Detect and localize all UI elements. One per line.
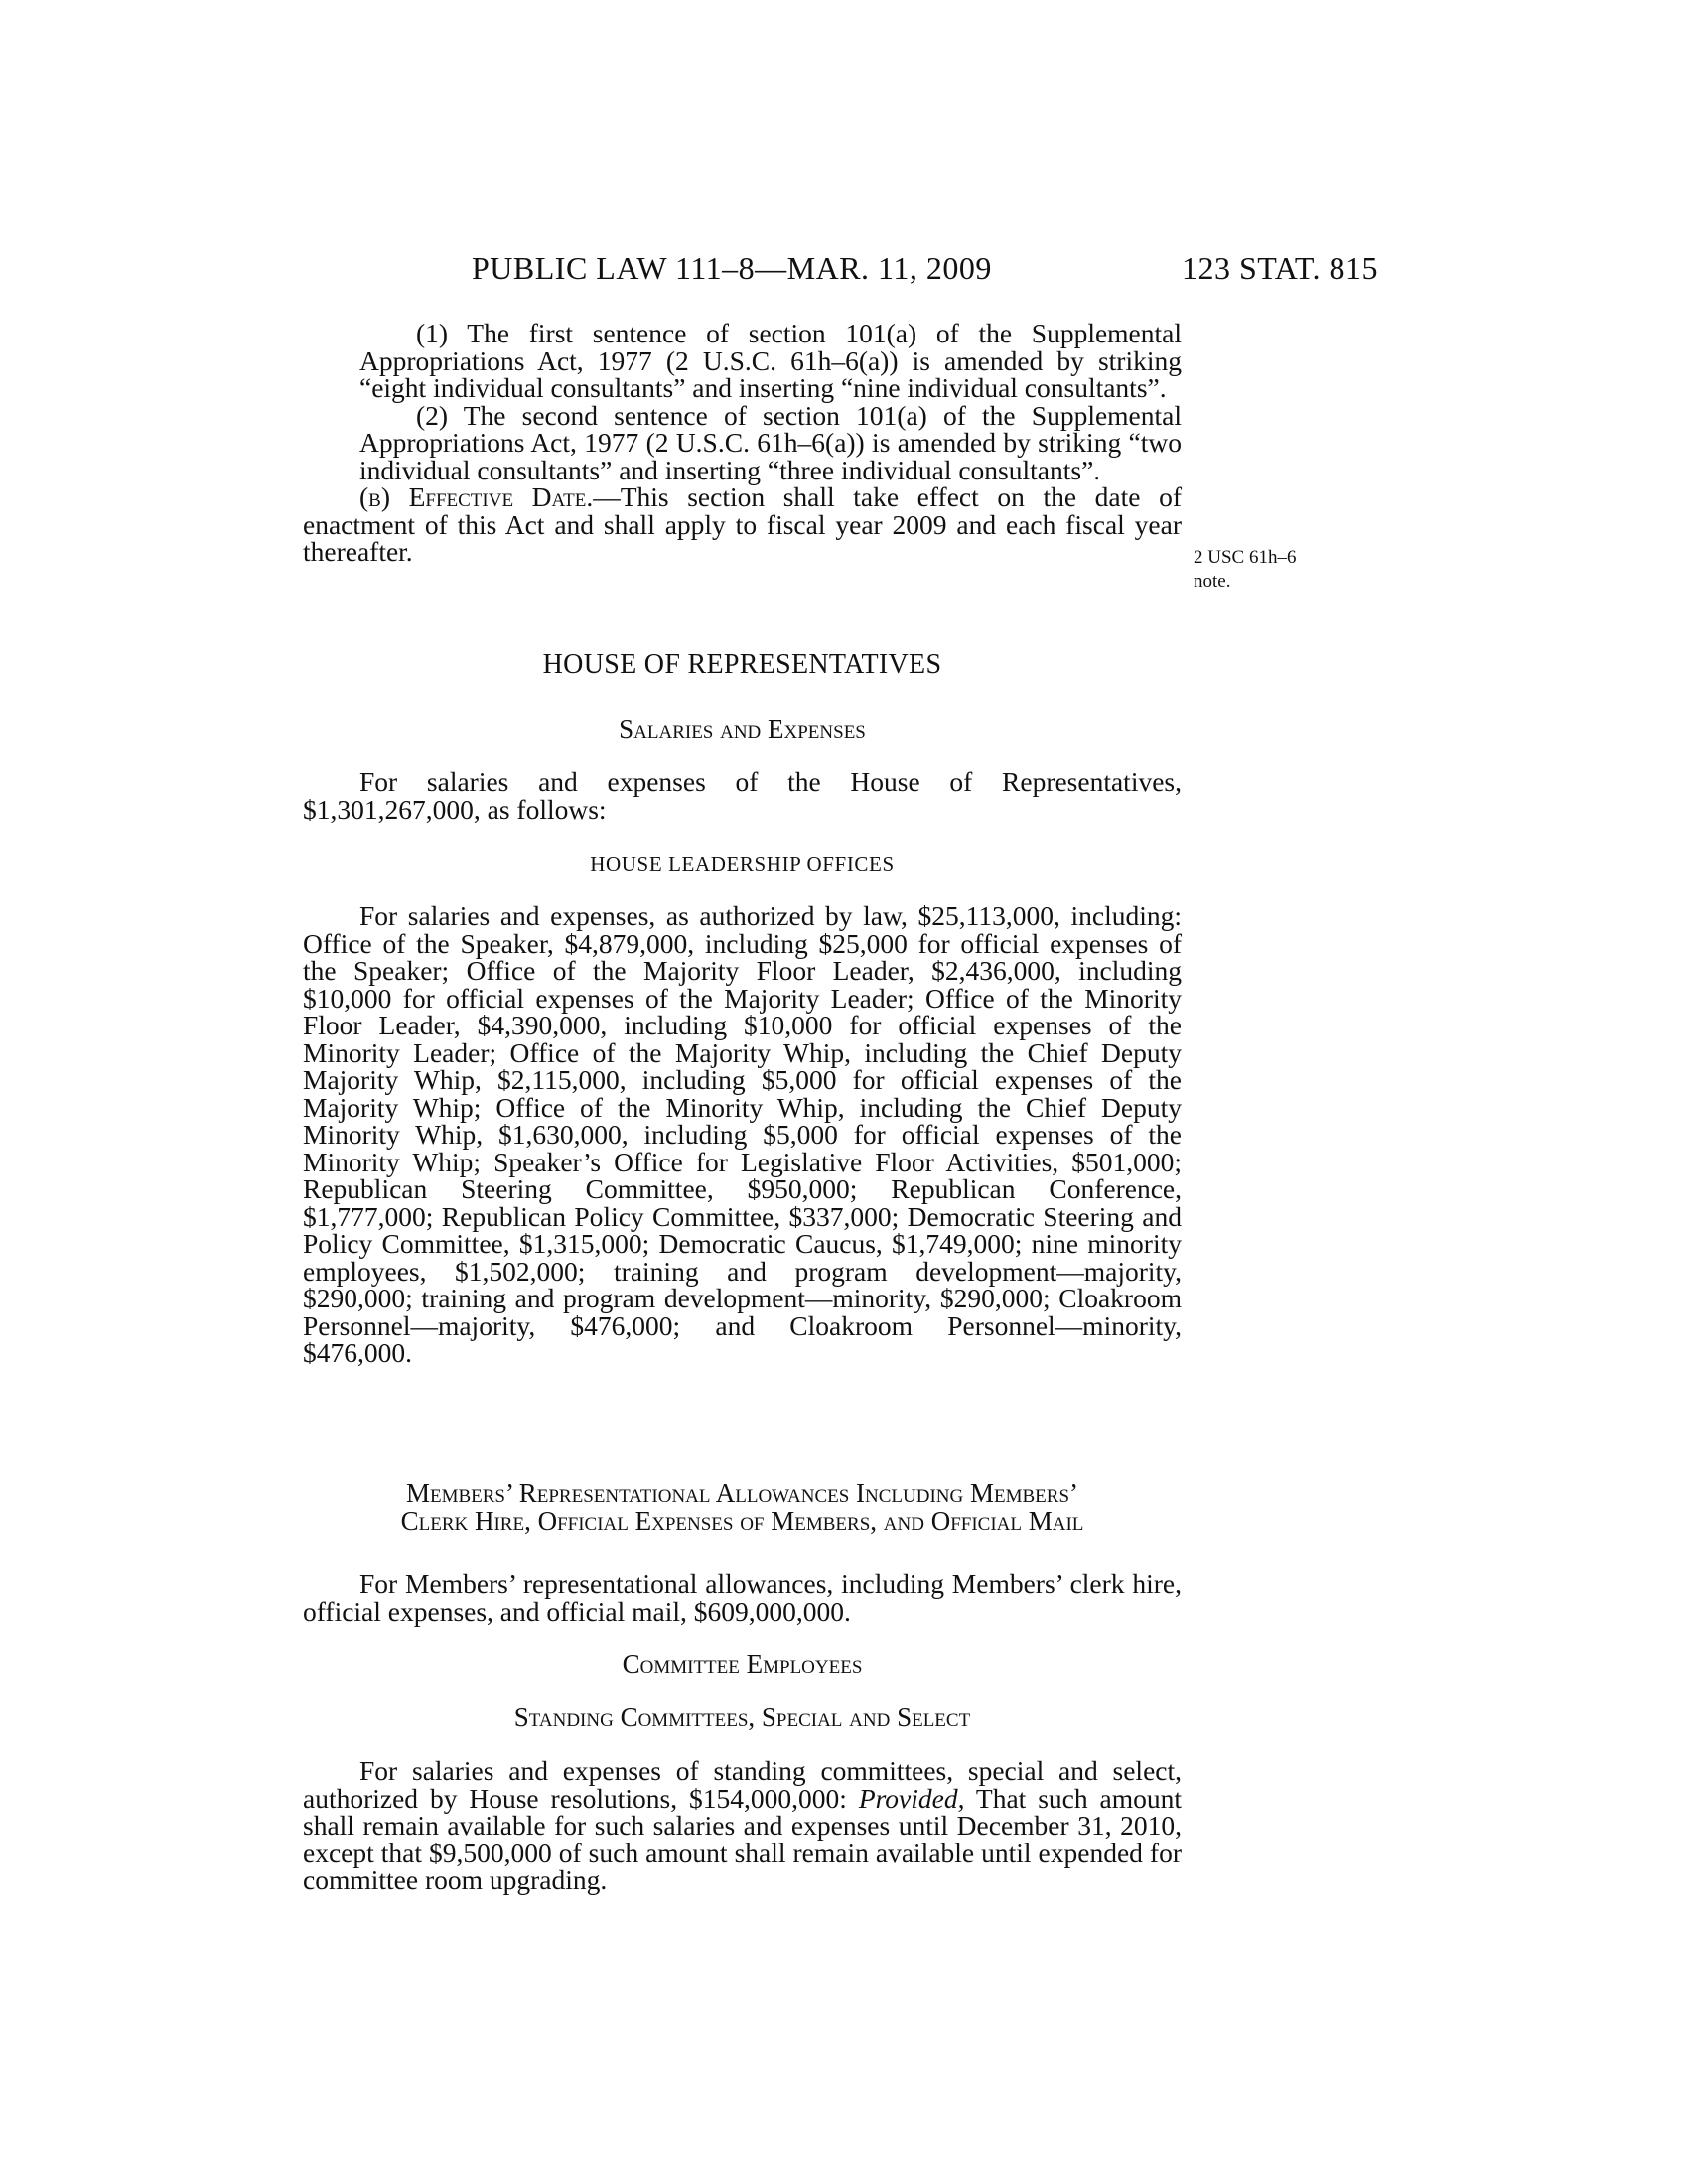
- paragraph-members: For Members’ representational allowances, including Members’ clerk hire, official expenses, and official mail, $609,000,000.: [303, 1569, 1182, 1627]
- salaries-heading-block: [303, 715, 1182, 743]
- margin-note-line1: 2 USC 61h–6: [1194, 547, 1297, 568]
- house-heading-block: [303, 651, 1182, 679]
- heading-members-line1: Members’ Representational Allowances Including Members’: [405, 1478, 1079, 1508]
- margin-note: [1194, 546, 1352, 594]
- paragraph-1: (1) The first sentence of section 101(a) of the Supplemental Appropriations Act, 1977 (2 U.S.C. 61h–6(a)) is amended by striking “eight individual consultants” and inserting “nine individual consultants”.: [359, 318, 1182, 403]
- heading-house: HOUSE OF REPRESENTATIVES: [542, 649, 942, 680]
- standing-text-1: For salaries and expenses of standing committees, special and select, authorized by House resolutions, $154,000,000:: [303, 1755, 1182, 1814]
- paragraph-2: (2) The second sentence of section 101(a) of the Supplemental Appropriations Act, 1977 (2 U.S.C. 61h–6(a)) is amended by striking “two individual consultants” and inserting “three individual consultants”.: [359, 399, 1182, 485]
- paragraph-salaries: For salaries and expenses of the House of Representatives, $1,301,267,000, as follows:: [303, 766, 1182, 825]
- standing-heading-block: [303, 1704, 1182, 1731]
- effective-date-label: (b) Effective Date.: [359, 481, 594, 512]
- standing-text-2: That such amount shall remain available for such salaries and expenses until December 31, 2010, except that $9,500,000 of such amount shall remain available until expended for committee room upgrading.: [303, 1782, 1182, 1895]
- running-head: PUBLIC LAW 111–8—MAR. 11, 2009: [472, 250, 992, 286]
- heading-leadership: HOUSE LEADERSHIP OFFICES: [590, 852, 895, 876]
- margin-note-line2: note.: [1194, 571, 1231, 592]
- page-number: 123 STAT. 815: [1181, 250, 1378, 286]
- standing-block: [303, 1757, 1182, 1894]
- paragraph-leadership: For salaries and expenses, as authorized by law, $25,113,000, including: Office of the Speaker, $4,879,000, including $25,000 for official expenses of the Speaker; Office of the Majority Floor Leader, $2,436,000, including $10,000 for official expenses of the Majority Leader; Office of the Minority Floor Leader, $4,390,000, including $10,000 for official expenses of the Minority Leader; Office of the Majority Whip, including the Chief Deputy Majority Whip, $2,115,000, including $5,000 for official expenses of the Majority Whip; Office of the Minority Whip, including the Chief Deputy Minority Whip, $1,630,000, including $5,000 for official expenses of the Minority Whip; Speaker’s Office for Legislative Floor Activities, $501,000; Republican Steering Committee, $950,000; Republican Conference, $1,777,000; Republican Policy Committee, $337,000; Democratic Steering and Policy Committee, $1,315,000; Democratic Caucus, $1,749,000; nine minority employees, $1,502,000; training and program development—majority, $290,000; training and program development—minority, $290,000; Cloakroom Personnel—majority, $476,000; and Cloakroom Personnel—minority, $476,000.: [303, 900, 1182, 1368]
- paragraph-standing: [303, 1757, 1182, 1894]
- heading-committee: Committee Employees: [622, 1649, 863, 1679]
- leadership-block: [303, 902, 1182, 1367]
- standing-provided: Provided,: [858, 1782, 965, 1814]
- members-heading-block: [303, 1479, 1182, 1535]
- members-block: [303, 1570, 1182, 1625]
- effective-date-text: —This section shall take effect on the date of enactment of this Act and shall apply to fiscal year 2009 and each fiscal year thereafter.: [303, 481, 1182, 567]
- heading-salaries: Salaries and Expenses: [619, 714, 866, 744]
- paragraph-effective-date: [303, 483, 1182, 566]
- heading-standing: Standing Committees, Special and Select: [513, 1703, 971, 1732]
- leadership-heading-block: [303, 850, 1182, 878]
- amendment-block: [303, 320, 1182, 566]
- salaries-block: [303, 768, 1182, 823]
- heading-members-line2: Clerk Hire, Official Expenses of Members, and Official Mail: [400, 1506, 1084, 1536]
- committee-heading-block: [303, 1650, 1182, 1678]
